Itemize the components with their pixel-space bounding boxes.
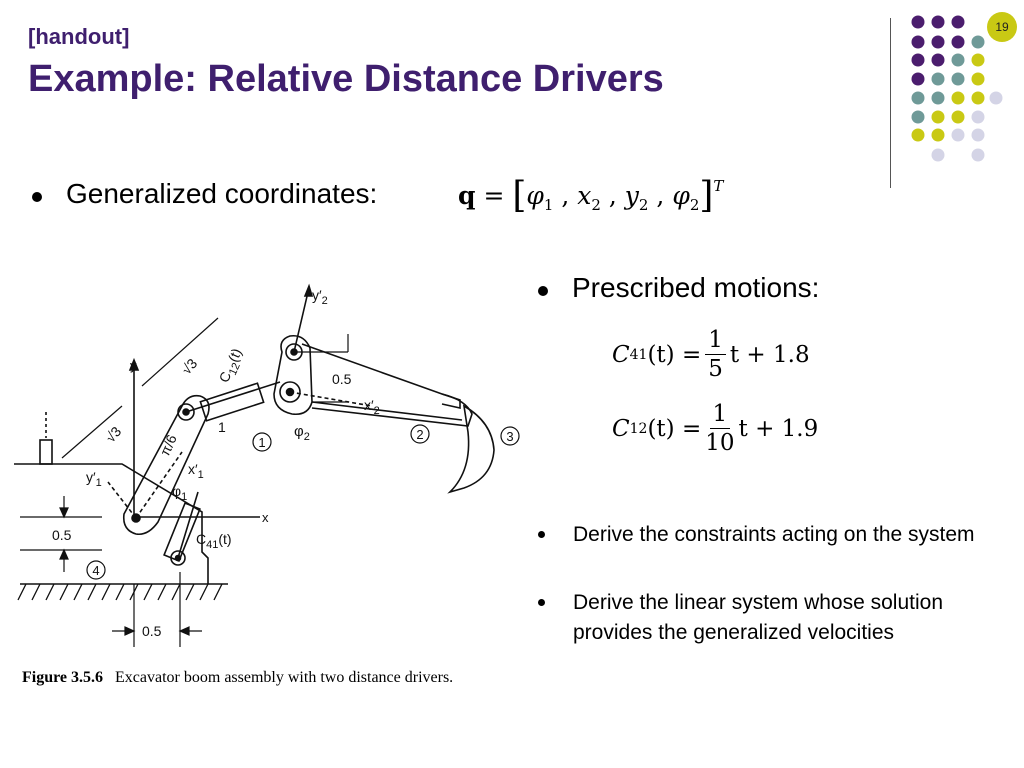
eq-arg: (t) — [647, 341, 675, 368]
label-dim-0.5-top: 0.5 — [332, 371, 352, 387]
deco-dot — [972, 73, 985, 86]
bullet-text: Prescribed motions: — [572, 272, 820, 303]
ground — [18, 584, 228, 600]
bullet-dot — [538, 599, 545, 606]
eq-arg: (t) — [647, 415, 675, 442]
deco-dot — [932, 16, 945, 29]
eq-denominator: 10 — [705, 430, 735, 456]
math-phi1-sub: 1 — [543, 196, 554, 214]
deco-dot — [932, 36, 945, 49]
eq-numerator: 1 — [705, 326, 726, 355]
body-number-3: 3 — [506, 429, 514, 444]
eq-sub: 12 — [629, 420, 648, 437]
label-x2p: $x'_2$ — [364, 397, 380, 417]
deco-dot — [972, 111, 985, 124]
deco-dot — [952, 36, 965, 49]
label-dim-0.5-bottom: 0.5 — [142, 623, 162, 639]
eq-rest: t + 1.9 — [738, 415, 819, 442]
divider-line — [890, 18, 891, 188]
math-y2: y — [624, 181, 639, 210]
deco-dot — [972, 92, 985, 105]
deco-dot — [932, 149, 945, 162]
excavator-figure — [12, 282, 532, 652]
bullet-dot — [538, 286, 548, 296]
eq-lhs: C — [612, 415, 630, 442]
math-y2-sub: 2 — [638, 196, 649, 214]
deco-dot — [932, 73, 945, 86]
deco-dot — [952, 129, 965, 142]
deco-dot — [912, 129, 925, 142]
label-c12: $C_{12}(t)$ — [215, 345, 245, 385]
deco-dot — [932, 129, 945, 142]
bullet-derive-constraints — [538, 520, 998, 550]
label-sqrt3-lower: √3 — [102, 423, 125, 446]
label-one: 1 — [218, 419, 226, 435]
bullet-text: Derive the linear system whose solution provides the generalized velocities — [573, 591, 944, 644]
axis-label-y: y — [130, 358, 137, 373]
caption-label: Figure 3.5.6 — [22, 669, 104, 686]
body-number-1: 1 — [258, 435, 266, 450]
deco-dot — [972, 149, 985, 162]
deco-dot — [972, 129, 985, 142]
eq-fraction — [705, 400, 734, 457]
label-y1p: $y'_1$ — [86, 469, 102, 489]
deco-dot — [952, 92, 965, 105]
eq-equals: = — [681, 341, 702, 368]
deco-dot — [932, 92, 945, 105]
deco-dot — [932, 111, 945, 124]
math-x2-sub: 2 — [591, 196, 601, 214]
label-pi6: π/6 — [156, 432, 180, 459]
deco-dot — [912, 111, 925, 124]
deco-dot — [952, 16, 965, 29]
label-phi2: $\varphi_2$ — [294, 423, 310, 443]
deco-dot — [912, 54, 925, 67]
deco-dot — [912, 36, 925, 49]
bullet-dot — [538, 531, 545, 538]
eq-numerator: 1 — [710, 400, 731, 429]
math-x2: x — [577, 181, 592, 210]
bullet-generalized-coordinates — [32, 178, 377, 210]
caption-text: Excavator boom assembly with two distance drivers. — [115, 669, 454, 686]
math-phi2: φ — [672, 181, 690, 210]
deco-dot — [912, 16, 925, 29]
math-phi1: φ — [526, 181, 544, 210]
label-dim-0.5-left: 0.5 — [52, 527, 72, 543]
body-number-4: 4 — [92, 563, 100, 578]
generalized-coordinates-equation: $q = [\varphi_1$ , $x_2$ , $y_2$ , $\varphi_2]^T$ — [458, 175, 724, 216]
eq-sub: 41 — [629, 346, 648, 363]
label-phi1: $\varphi_1$ — [172, 483, 188, 503]
deco-dot — [912, 73, 925, 86]
eq-rest: t + 1.8 — [729, 341, 810, 368]
figure-caption — [22, 668, 502, 687]
math-phi2-sub: 2 — [689, 196, 700, 214]
bullet-text: Derive the constraints acting on the system — [573, 523, 975, 546]
deco-dot — [912, 92, 925, 105]
math-equals: = — [483, 181, 505, 210]
deco-dot — [972, 54, 985, 67]
body-number-2: 2 — [416, 427, 424, 442]
deco-dot — [952, 111, 965, 124]
body-numbers — [87, 425, 519, 579]
label-c41: $C_{41}(t)$ — [196, 531, 232, 551]
equation-c12 — [612, 400, 818, 457]
bullet-dot — [32, 192, 42, 202]
eq-lhs: C — [612, 341, 630, 368]
eq-equals: = — [681, 415, 702, 442]
cylinder-c12 — [186, 382, 280, 421]
equation-c41 — [612, 326, 810, 383]
figure-labels — [52, 287, 380, 639]
slide-tag: [handout] — [28, 24, 130, 49]
label-x1p: $x'_1$ — [188, 461, 204, 481]
slide-title: Example: Relative Distance Drivers — [28, 58, 664, 100]
deco-dot — [990, 92, 1003, 105]
math-q: q — [458, 181, 476, 210]
label-y2p: $y'_2$ — [312, 287, 328, 307]
deco-dot — [932, 54, 945, 67]
axis-label-x: x — [262, 510, 269, 525]
eq-fraction — [705, 326, 726, 383]
math-transpose: T — [713, 176, 724, 195]
deco-dot — [972, 36, 985, 49]
page-number: 19 — [987, 12, 1017, 42]
deco-dot — [952, 54, 965, 67]
eq-denominator: 5 — [708, 356, 723, 382]
left-bracket: [ — [512, 175, 527, 216]
bullet-prescribed-motions — [538, 272, 819, 304]
bullet-derive-linear-system — [538, 588, 998, 648]
axes — [130, 358, 269, 525]
bullet-text: Generalized coordinates: — [66, 178, 378, 209]
deco-dot — [952, 73, 965, 86]
boom — [290, 344, 472, 426]
label-sqrt3-upper: √3 — [178, 355, 201, 378]
right-bracket: ] — [699, 175, 714, 216]
